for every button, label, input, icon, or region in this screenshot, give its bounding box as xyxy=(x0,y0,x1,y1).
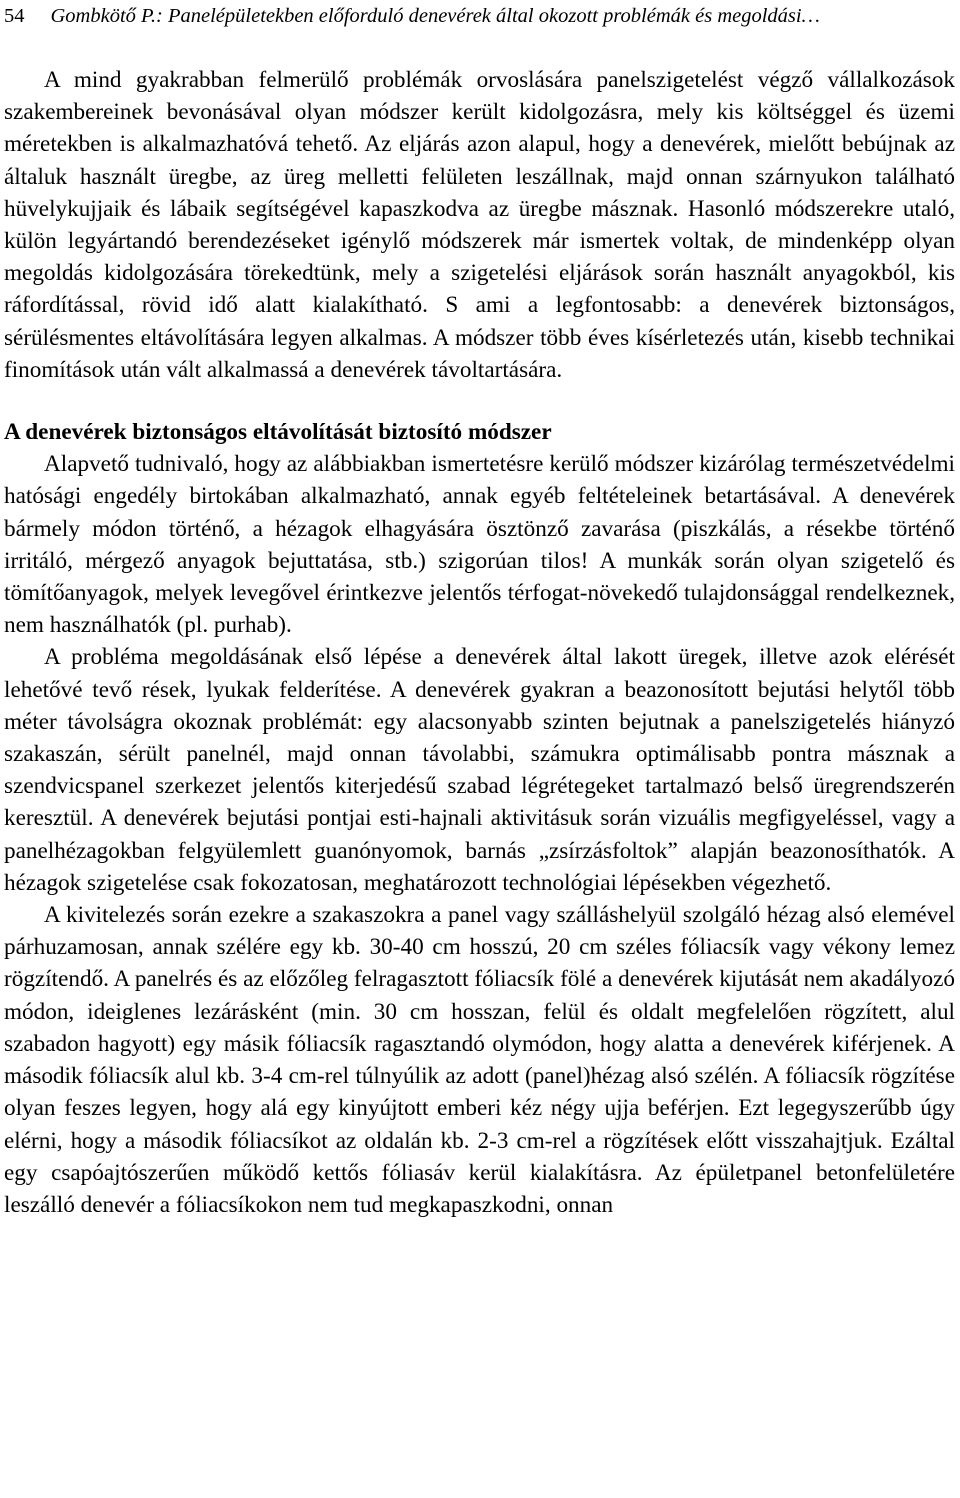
running-header xyxy=(4,3,954,29)
running-title: Gombkötő P.: Panelépületekben előforduló denevérek által okozott problémák és megoldási… xyxy=(50,5,820,27)
body-paragraph: Alapvető tudnivaló, hogy az alábbiakban ismertetésre kerülő módszer kizárólag természetvédelmi hatósági engedély birtokában alkalmazható, annak egyéb feltételeinek betartásával. A denevérek bármely módon történő, a hézagok elhagyására ösztönző zavarása (piszkálás, a résekbe történő irritáló, mérgező anyagok bejuttatása, stb.) szigorúan tilos! A munkák során olyan szigetelő és tömítőanyagok, melyek levegővel érintkezve jelentős térfogat-növekedő tulajdonsággal rendelkeznek, nem használhatók (pl. purhab). xyxy=(4,451,955,639)
page-number: 54 xyxy=(4,5,25,27)
page-body xyxy=(4,64,955,1221)
body-paragraph: A kivitelezés során ezekre a szakaszokra a panel vagy szálláshelyül szolgáló hézag alsó elemével párhuzamosan, annak szélére egy kb. 30-40 cm hosszú, 20 cm széles fóliacsík vagy vékony lemez rögzítendő. A panelrés és az előzőleg felragasztott fóliacsík fölé a denevérek kijutását nem akadályozó módon, ideiglenes lezárásként (min. 30 cm hosszan, felül és oldalt megfelelően rögzített, alul szabadon hagyott) egy másik fóliacsík ragasztandó olymódon, hogy alatta a denevérek kiférjenek. A második fóliacsík alul kb. 3-4 cm-rel túlnyúlik az adott (panel)hézag alsó szélén. A fóliacsík rögzítése olyan feszes legyen, hogy alá egy kinyújtott emberi kéz négy ujja beférjen. Ezt legegyszerűbb úgy elérni, hogy a második fóliacsíkot az oldalán kb. 2-3 cm-rel a rögzítések előtt visszahajtjuk. Ezáltal egy csapóajtószerűen működő kettős fóliasáv kerül kialakításra. Az épületpanel betonfelületére leszálló denevér a fóliacsíkokon nem tud megkapaszkodni, onnan xyxy=(4,902,955,1218)
body-paragraph: A mind gyakrabban felmerülő problémák orvoslására panelszigetelést végző vállalkozások szakembereinek bevonásával olyan módszer került kidolgozásra, mely kis költséggel és üzemi méretekben is alkalmazhatóvá tehető. Az eljárás azon alapul, hogy a denevérek, mielőtt bebújnak az általuk használt üregbe, az üreg melletti felületen leszállnak, majd onnan szárnyukon található hüvelykujjaik és lábaik segítségével kapaszkodva az üregbe másznak. Hasonló módszerekre utaló, külön legyártandó berendezéseket igénylő módszerek már ismertek voltak, de mindenképp olyan megoldás kidolgozására törekedtünk, mely a szigetelési eljárások során használt anyagokból, kis ráfordítással, rövid idő alatt kialakítható. S ami a legfontosabb: a denevérek biztonságos, sérülésmentes eltávolítására legyen alkalmas. A módszer több éves kísérletezés után, kisebb technikai finomítások után vált alkalmassá a denevérek távoltartására. xyxy=(4,67,955,383)
body-paragraph: A probléma megoldásának első lépése a denevérek által lakott üregek, illetve azok elérését lehetővé tevő rések, lyukak felderítése. A denevérek gyakran a beazonosított bejutási helytől több méter távolságra okoznak problémát: egy alacsonyabb szinten bejutnak a panelszigetelés hiányzó szakaszán, sérült panelnél, majd onnan távolabbi, számukra optimálisabb pontra másznak a szendvicspanel szerkezet jelentős kiterjedésű szabad légrétegeket tartalmazó belső üregrendszerén keresztül. A denevérek bejutási pontjai esti-hajnali aktivitásuk során vizuális megfigyeléssel, vagy a panelhézagokban felgyülemlett guanónyomok, barnás „zsírzásfoltok” alapján beazonosíthatók. A hézagok szigetelése csak fokozatosan, meghatározott technológiai lépésekben végezhető. xyxy=(4,644,955,896)
section-heading: A denevérek biztonságos eltávolítását biztosító módszer xyxy=(4,419,552,446)
